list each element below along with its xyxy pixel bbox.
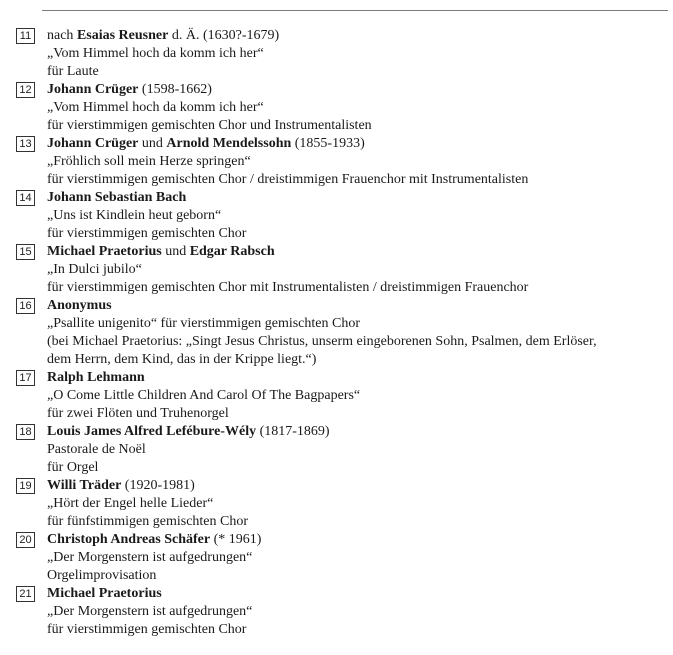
track-number-badge: 14: [16, 190, 35, 206]
track-detail-line: für Orgel: [47, 460, 99, 475]
track-detail-line: für vierstimmigen gemischten Chor / dreistimmigen Frauenchor mit Instrumentalisten: [47, 172, 529, 187]
track-number-badge: 19: [16, 478, 35, 494]
track-entry: [0, 27, 673, 81]
track-detail-line: „Fröhlich soll mein Herze springen“: [47, 154, 251, 169]
composer-name: Ralph Lehmann: [47, 370, 145, 385]
track-number-badge: 18: [16, 424, 35, 440]
track-heading: [47, 369, 673, 387]
heading-text: nach: [47, 28, 77, 43]
composer-name: Edgar Rabsch: [189, 244, 275, 259]
composer-name: Christoph Andreas Schäfer: [47, 532, 211, 547]
track-detail-line: „Uns ist Kindlein heut geborn“: [47, 208, 222, 223]
composer-name: Arnold Mendelssohn: [166, 136, 292, 151]
track-entry: [0, 81, 673, 135]
track-number-badge: 13: [16, 136, 35, 152]
track-detail-line: „Hört der Engel helle Lieder“: [47, 496, 214, 511]
track-number-badge: 12: [16, 82, 35, 98]
heading-text: (1855-1933): [291, 136, 365, 151]
heading-text: und: [161, 244, 190, 259]
track-list: [0, 27, 673, 639]
heading-text: und: [138, 136, 167, 151]
track-detail-line: Pastorale de Noël: [47, 442, 146, 457]
track-detail-line: für fünfstimmigen gemischten Chor: [47, 514, 249, 529]
track-entry: [0, 423, 673, 477]
track-detail-line: für vierstimmigen gemischten Chor: [47, 226, 247, 241]
track-detail-line: „Vom Himmel hoch da komm ich her“: [47, 100, 264, 115]
composer-name: Michael Praetorius: [47, 586, 162, 601]
track-entry: [0, 135, 673, 189]
composer-name: Esaias Reusner: [76, 28, 169, 43]
track-number-badge: 17: [16, 370, 35, 386]
track-entry: [0, 189, 673, 243]
track-entry: [0, 243, 673, 297]
track-detail-line: Orgelimprovisation: [47, 568, 157, 583]
composer-name: Willi Träder: [47, 478, 122, 493]
heading-text: (1598-1662): [138, 82, 212, 97]
heading-text: (1817-1869): [256, 424, 330, 439]
track-heading: [47, 297, 673, 315]
track-detail-line: „Psallite unigenito“ für vierstimmigen gemischten Chor: [47, 316, 360, 331]
top-rule: [42, 10, 668, 11]
composer-name: Johann Sebastian Bach: [47, 190, 187, 205]
track-number-badge: 20: [16, 532, 35, 548]
track-detail-line: für zwei Flöten und Truhenorgel: [47, 406, 229, 421]
composer-name: Michael Praetorius: [47, 244, 162, 259]
track-number-badge: 21: [16, 586, 35, 602]
track-detail-line: für Laute: [47, 64, 99, 79]
track-detail-line: dem Herrn, dem Kind, das in der Krippe liegt.“): [47, 352, 317, 367]
track-entry: [0, 477, 673, 531]
track-detail-line: „Der Morgenstern ist aufgedrungen“: [47, 550, 253, 565]
heading-text: d. Ä. (1630?-1679): [168, 28, 280, 43]
track-detail-line: „Vom Himmel hoch da komm ich her“: [47, 46, 264, 61]
track-heading: [47, 477, 673, 495]
track-detail-line: für vierstimmigen gemischten Chor und Instrumentalisten: [47, 118, 372, 133]
track-detail-line: für vierstimmigen gemischten Chor: [47, 622, 247, 637]
composer-name: Johann Crüger: [47, 136, 139, 151]
composer-name: Johann Crüger: [47, 82, 139, 97]
track-number-badge: 11: [16, 28, 35, 44]
track-number-badge: 15: [16, 244, 35, 260]
track-heading: [47, 27, 673, 45]
track-entry: [0, 585, 673, 639]
composer-name: Louis James Alfred Lefébure-Wély: [47, 424, 257, 439]
track-heading: [47, 531, 673, 549]
track-heading: [47, 585, 673, 603]
track-heading: [47, 81, 673, 99]
track-heading: [47, 135, 673, 153]
track-entry: [0, 297, 673, 369]
track-detail-line: „O Come Little Children And Carol Of The Bagpapers“: [47, 388, 361, 403]
track-entry: [0, 531, 673, 585]
track-detail-line: (bei Michael Praetorius: „Singt Jesus Christus, unserm eingeborenen Sohn, Psalmen, dem Erlöser,: [47, 334, 597, 349]
heading-text: (1920-1981): [121, 478, 195, 493]
track-entry: [0, 369, 673, 423]
track-heading: [47, 423, 673, 441]
track-detail-line: für vierstimmigen gemischten Chor mit Instrumentalisten / dreistimmigen Frauenchor: [47, 280, 529, 295]
track-detail-line: „In Dulci jubilo“: [47, 262, 142, 277]
track-heading: [47, 243, 673, 261]
track-number-badge: 16: [16, 298, 35, 314]
heading-text: (* 1961): [210, 532, 262, 547]
composer-name: Anonymus: [47, 298, 112, 313]
track-detail-line: „Der Morgenstern ist aufgedrungen“: [47, 604, 253, 619]
track-heading: [47, 189, 673, 207]
